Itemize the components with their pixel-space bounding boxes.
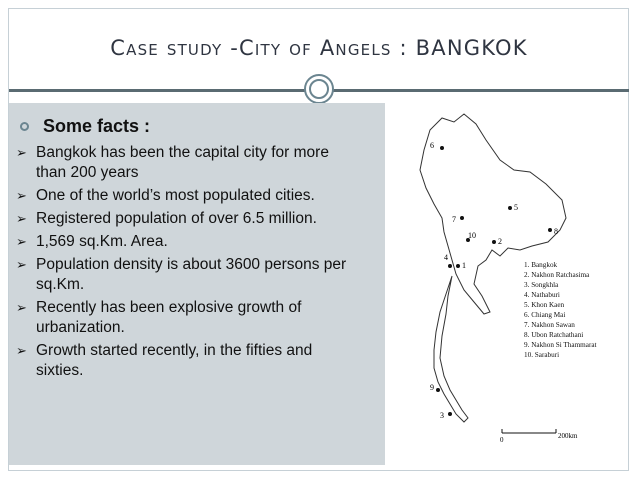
- facts-heading: [14, 116, 374, 137]
- legend-item: 9. Nakhon Si Thammarat: [524, 341, 597, 349]
- city-label: 7: [452, 215, 456, 224]
- city-label: 4: [444, 253, 448, 262]
- legend-item: 7. Nakhon Sawan: [524, 321, 575, 329]
- map-legend: [524, 261, 597, 359]
- divider-ornament: [304, 74, 334, 104]
- bullet-text: Growth started recently, in the fifties and sixties.: [36, 342, 313, 379]
- city-label: 2: [498, 237, 502, 246]
- city-dot: [508, 206, 512, 210]
- bullet-item: [14, 298, 374, 338]
- legend-item: 8. Ubon Ratchathani: [524, 331, 584, 339]
- city-label: 9: [430, 383, 434, 392]
- bullet-item: [14, 209, 374, 229]
- city-dot: [448, 412, 452, 416]
- city-dot: [460, 216, 464, 220]
- city-dot: [548, 228, 552, 232]
- facts-heading-text: Some facts :: [43, 116, 151, 136]
- legend-item: 1. Bangkok: [524, 261, 558, 269]
- scale-bar: [500, 429, 578, 444]
- bullet-item: [14, 143, 374, 183]
- slide-title: Case study -City of Angels : BANGKOK: [110, 36, 528, 60]
- city-label: 6: [430, 141, 434, 150]
- bullet-text: Recently has been explosive growth of urbanization.: [36, 299, 302, 336]
- arrow-bullet-icon: ➢: [16, 257, 27, 272]
- bullet-text: Population density is about 3600 persons per sq.Km.: [36, 256, 347, 293]
- arrow-bullet-icon: ➢: [16, 188, 27, 203]
- circle-bullet-icon: [20, 122, 29, 131]
- city-label: 8: [554, 227, 558, 236]
- legend-item: 3. Songkhla: [524, 281, 559, 289]
- bullet-list: [14, 116, 374, 384]
- city-dot: [436, 388, 440, 392]
- bullet-text: Bangkok has been the capital city for more than 200 years: [36, 144, 329, 181]
- bullet-text: 1,569 sq.Km. Area.: [36, 233, 168, 250]
- arrow-bullet-icon: ➢: [16, 300, 27, 315]
- legend-item: 5. Khon Kaen: [524, 301, 565, 309]
- bullet-item: [14, 255, 374, 295]
- legend-item: 2. Nakhon Ratchasima: [524, 271, 590, 279]
- bullet-text: Registered population of over 6.5 million.: [36, 210, 317, 227]
- city-dot: [440, 146, 444, 150]
- city-label: 10: [468, 231, 476, 240]
- legend-item: 4. Nathaburi: [524, 291, 560, 299]
- city-dot: [492, 240, 496, 244]
- city-dot: [456, 264, 460, 268]
- arrow-bullet-icon: ➢: [16, 211, 27, 226]
- bullet-item: [14, 232, 374, 252]
- scale-start-label: 0: [500, 436, 504, 444]
- legend-item: 10. Saraburi: [524, 351, 560, 359]
- city-label: 5: [514, 203, 518, 212]
- arrow-bullet-icon: ➢: [16, 343, 27, 358]
- bullet-text: One of the world’s most populated cities.: [36, 187, 315, 204]
- bullet-item: [14, 186, 374, 206]
- scale-end-label: 200km: [558, 432, 578, 440]
- bullet-item: [14, 341, 374, 381]
- city-dot: [448, 264, 452, 268]
- thailand-map: [390, 100, 628, 462]
- legend-item: 6. Chiang Mai: [524, 311, 566, 319]
- arrow-bullet-icon: ➢: [16, 234, 27, 249]
- city-label: 1: [462, 261, 466, 270]
- city-label: 3: [440, 411, 444, 420]
- arrow-bullet-icon: ➢: [16, 145, 27, 160]
